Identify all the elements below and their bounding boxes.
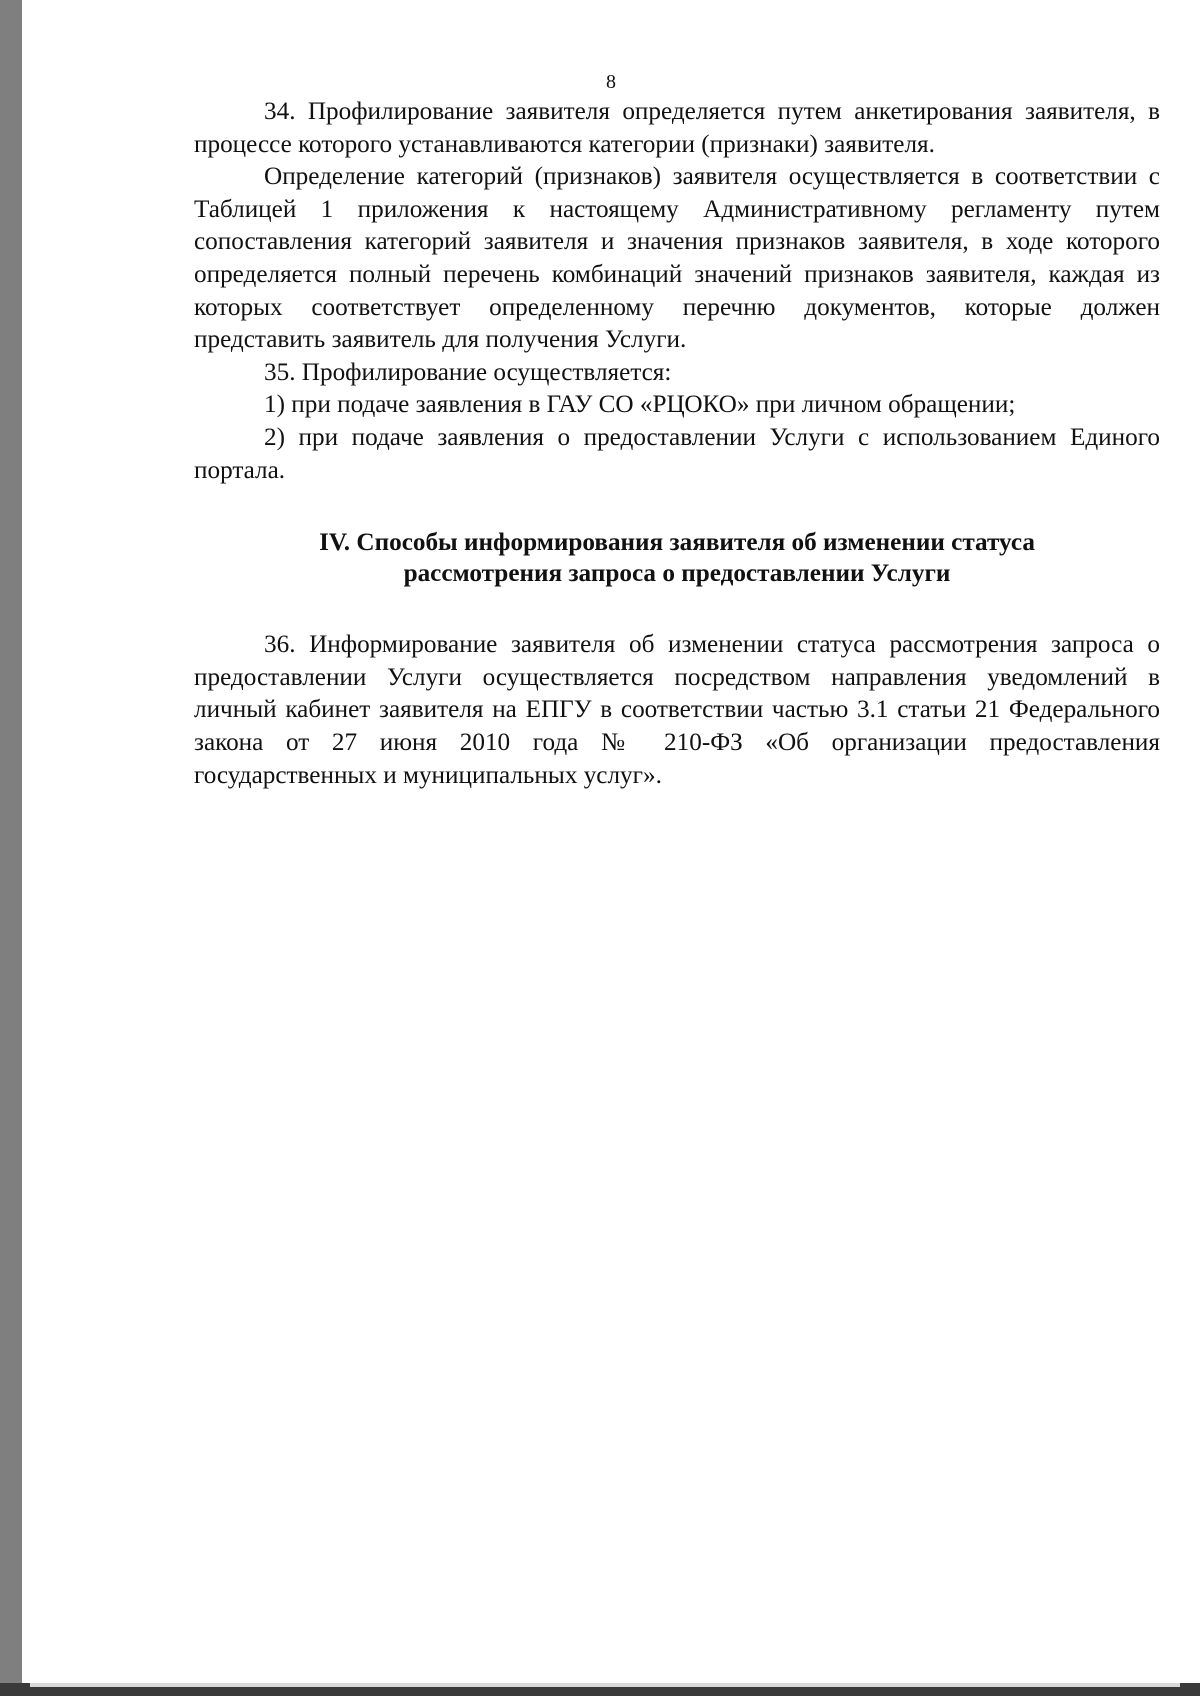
section-heading-line-1: IV. Способы информирования заявителя об изменении статуса <box>319 529 1035 557</box>
list-item-2: 2) при подаче заявления о предоставлении Услуги с использованием Единого портала. <box>194 423 1160 484</box>
paragraph-36: 36. Информирование заявителя об изменении статуса рассмотрения запроса о предоставлении Услуги осуществляется посредством направления уведомлений в личный кабинет заявителя на ЕПГУ в соответствии частью 3.1 статьи 21 Федерального закона от 27 июня 2010 года № 210-ФЗ «Об организации предоставления государственных и муниципальных услуг». <box>194 631 1160 789</box>
paragraph-34: 34. Профилирование заявителя определяется путем анкетирования заявителя, в процессе которого устанавливаются категории (признаки) заявителя. <box>194 98 1160 158</box>
scan-bottom-edge <box>0 1683 1200 1696</box>
section-heading-line-2: рассмотрения запроса о предоставлении Услуги <box>403 560 951 588</box>
document-page <box>22 0 1200 1683</box>
paragraph-35: 35. Профилирование осуществляется: <box>264 358 672 386</box>
section-heading <box>194 527 1160 589</box>
list-item-1: 1) при подаче заявления в ГАУ СО «РЦОКО» при личном обращении; <box>264 391 1016 419</box>
page-number: 8 <box>606 71 616 93</box>
paragraph-categories-definition: Определение категорий (признаков) заявителя осуществляется в соответствии с Таблицей 1 приложения к настоящему Административному регламенту путем сопоставления категорий заявителя и значения признаков заявителя, в ходе которого определяется полный перечень комбинаций значений признаков заявителя, каждая из которых соответствует определенному перечню документов, которые должен представить заявитель для получения Услуги. <box>194 163 1160 354</box>
document-body <box>194 96 1160 792</box>
heading-spacer <box>194 589 1160 629</box>
